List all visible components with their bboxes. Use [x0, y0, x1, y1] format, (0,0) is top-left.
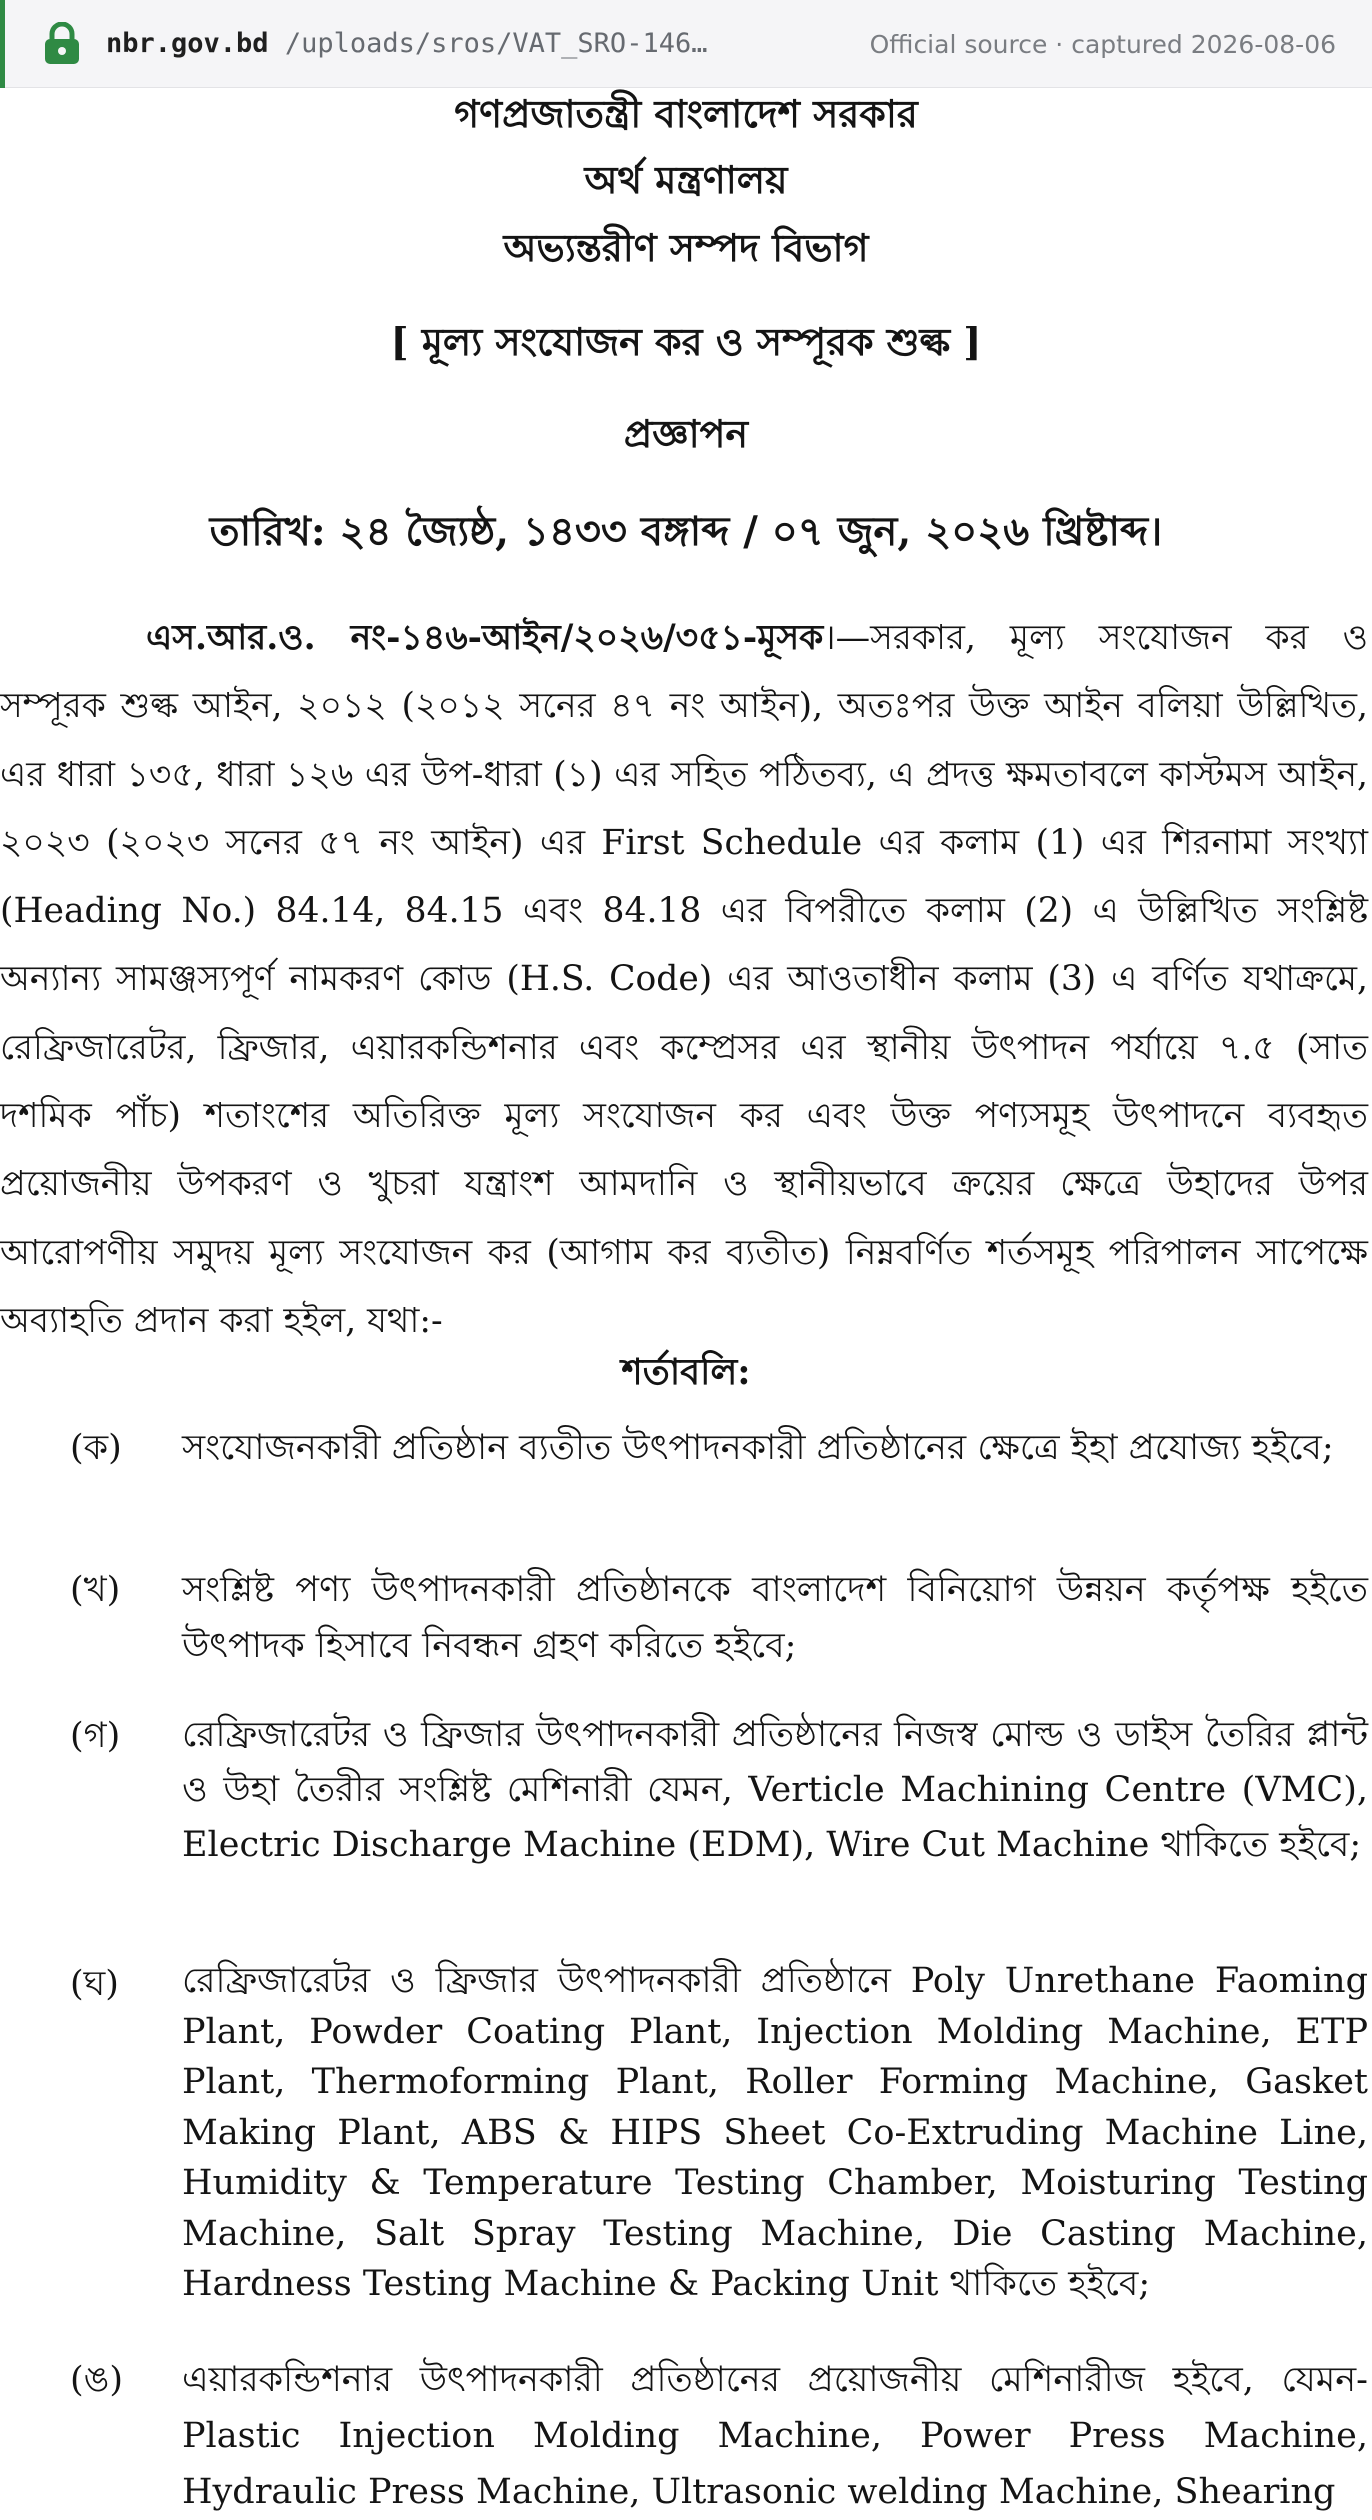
condition-marker: (ঙ) [70, 2360, 123, 2400]
condition-marker: (ঘ) [70, 1964, 119, 2004]
conditions-title: শর্তাবলি: [621, 1351, 751, 1393]
condition-text: সংযোজনকারী প্রতিষ্ঠান ব্যতীত উৎপাদনকারী প্রতিষ্ঠানের ক্ষেত্রে ইহা প্রযোজ্য হইবে; [182, 1428, 1334, 1468]
paragraph-text: ।—সরকার, মূল্য সংযোজন কর ও সম্পূরক শুল্ক আইন, ২০১২ (২০১২ সনের ৪৭ নং আইন), অতঃপর উক্ত আইন বলিয়া উল্লিখিত, এর ধারা ১৩৫, ধারা ১২৬ এর উপ-ধারা (১) এর সহিত পঠিতব্য, এ প্রদত্ত ক্ষমতাবলে কাস্টমস আইন, ২০২৩ (২০২৩ সনের ৫৭ নং আইন) এর First Schedule এর কলাম (1) এর শিরনামা সংখ্যা (Heading No.) 84.14, 84.15 এবং 84.18 এর বিপরীতে কলাম (2) এ উল্লিখিত সংশ্লিষ্ট অন্যান্য সামঞ্জস্যপূর্ণ নামকরণ কোড (H.S. Code) এর আওতাধীন কলাম (3) এ বর্ণিত যথাক্রমে, রেফ্রিজারেটর, ফ্রিজার, এয়ারকন্ডিশনার এবং কম্প্রেসর এর স্থানীয় উৎপাদন পর্যায়ে ৭.৫ (সাত দশমিক পাঁচ) শতাংশের অতিরিক্ত মূল্য সংযোজন কর এবং উক্ত পণ্যসমূহ উৎপাদনে ব্যবহৃত প্রয়োজনীয় উপকরণ ও খুচরা যন্ত্রাংশ আমদানি ও স্থানীয়ভাবে ক্রয়ের ক্ষেত্রে উহাদের উপর আরোপণীয় সমুদয় মূল্য সংযোজন কর (আগাম কর ব্যতীত) নিম্নবর্ণিত শর্তসমূহ পরিপালন সাপেক্ষে অব্যাহতি প্রদান করা হইল, যথা:- [0, 618, 1368, 1341]
condition-marker: (ক) [70, 1428, 122, 1468]
url-path: /uploads/sros/VAT_SRO-146… [284, 28, 708, 59]
header-government: গণপ্রজাতন্ত্রী বাংলাদেশ সরকার [454, 91, 918, 136]
condition-text: রেফ্রিজারেটর ও ফ্রিজার উৎপাদনকারী প্রতিষ্ঠানে Poly Unrethane Faoming Plant, Powder Coating Plant, Injection Molding Machine, ETP Plant, Thermoforming Plant, Roller Forming Machine, Gasket Making Plant, ABS & HIPS Sheet Co-Extruding Machine Line, Humidity & Temperature Testing Chamber, Moisturing Testing Machine, Salt Spray Testing Machine, Die Casting Machine, Hardness Testing Machine & Packing Unit থাকিতে হইবে; [182, 1961, 1368, 2304]
condition-marker: (গ) [70, 1716, 121, 1756]
document-date: তারিখ: ২৪ জ্যৈষ্ঠ, ১৪৩৩ বঙ্গাব্দ / ০৭ জুন, ২০২৬ খ্রিষ্টাব্দ। [209, 508, 1163, 555]
header-ministry: অর্থ মন্ত্রণালয় [584, 157, 788, 202]
address-bar[interactable] [106, 26, 707, 62]
condition-marker: (খ) [70, 1570, 121, 1610]
condition-text: এয়ারকন্ডিশনার উৎপাদনকারী প্রতিষ্ঠানের প্রয়োজনীয় মেশিনারীজ হইবে, যেমন- Plastic Injection Molding Machine, Power Press Machine, Hydraulic Press Machine, Ultrasonic welding Machine, Shearing [182, 2360, 1368, 2512]
header-subject: [ মূল্য সংযোজন কর ও সম্পূরক শুল্ক ] [390, 319, 982, 364]
lock-icon[interactable] [42, 22, 82, 66]
body-paragraph [0, 604, 1368, 1355]
condition-text: রেফ্রিজারেটর ও ফ্রিজার উৎপাদনকারী প্রতিষ্ঠানের নিজস্ব মোল্ড ও ডাইস তৈরির প্লান্ট ও উহা তৈরীর সংশ্লিষ্ট মেশিনারী যেমন, Verticle Machining Centre (VMC), Electric Discharge Machine (EDM), Wire Cut Machine থাকিতে হইবে; [182, 1715, 1368, 1865]
condition-text: সংশ্লিষ্ট পণ্য উৎপাদনকারী প্রতিষ্ঠানকে বাংলাদেশ বিনিয়োগ উন্নয়ন কর্তৃপক্ষ হইতে উৎপাদক হিসাবে নিবন্ধন গ্রহণ করিতে হইবে; [182, 1570, 1368, 1666]
source-caption: Official source · captured 2026-08-06 [869, 30, 1336, 59]
url-domain: nbr.gov.bd [106, 28, 269, 59]
browser-bar [0, 0, 1372, 88]
header-division: অভ্যন্তরীণ সম্পদ বিভাগ [503, 225, 869, 270]
header-notification: প্রজ্ঞাপন [623, 411, 749, 456]
verified-accent-stripe [0, 0, 5, 88]
sro-reference: এস.আর.ও. নং-১৪৬-আইন/২০২৬/৩৫১-মূসক [146, 618, 824, 658]
